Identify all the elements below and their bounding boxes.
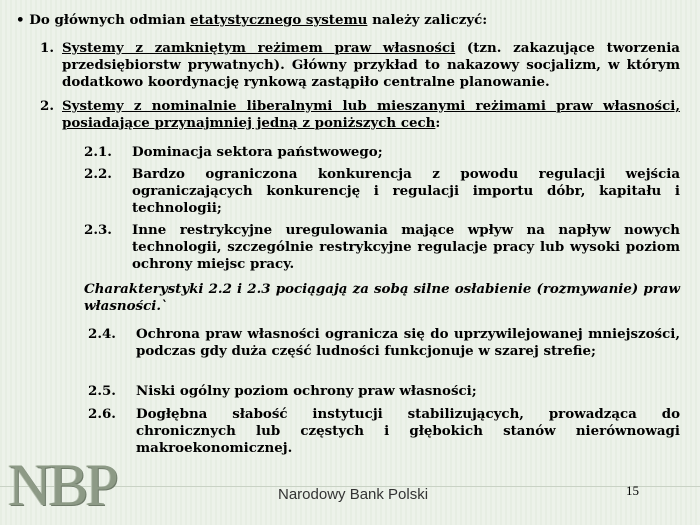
bank-name: Narodowy Bank Polski	[278, 486, 429, 503]
subitem-2-3	[84, 222, 680, 273]
item-heading: Systemy z zamkniętym reżimem praw własności	[62, 40, 456, 56]
subitem-text: Bardzo ograniczona konkurencja z powodu regulacji wejścia ograniczających konkurencję i regulacji importu dóbr, kapitału i technologii;	[132, 166, 680, 216]
subitem-number: 2.4.	[88, 326, 116, 342]
item-number: 1.	[40, 40, 54, 56]
subitem-2-5	[88, 383, 680, 400]
subitem-2-2	[84, 166, 680, 217]
bullet: •	[16, 12, 25, 28]
subitem-2-6	[88, 406, 680, 457]
page-number: 15	[626, 483, 639, 498]
list-item-2	[40, 98, 680, 132]
subitem-text: Niski ogólny poziom ochrony praw własności;	[136, 383, 477, 399]
subitem-number: 2.5.	[88, 383, 116, 399]
italic-note: Charakterystyki 2.2 i 2.3 pociągają za sobą silne osłabienie (rozmywanie) praw własności.`	[84, 281, 680, 314]
item-text: (tzn. zakazujące tworzenia przedsiębiorstw prywatnych). Główny przykład to nakazowy socjalizm, w którym dodatkowo koordynację rynkową zastąpiło centralne planowanie.	[62, 40, 680, 90]
subitem-number: 2.6.	[88, 406, 116, 422]
item-number: 2.	[40, 98, 54, 114]
intro-underlined: etatystycznego systemu	[190, 12, 368, 28]
subitem-text: Inne restrykcyjne uregulowania mające wpływ na napływ nowych technologii, szczególnie restrykcyjne regulacje pracy lub wysoki poziom ochrony miejsc pracy.	[132, 222, 680, 272]
intro-line	[16, 12, 686, 29]
subitem-2-1	[84, 144, 680, 161]
subitem-text: Ochrona praw własności ogranicza się do uprzywilejowanej mniejszości, podczas gdy duża część ludności funkcjonuje w szarej strefie;	[136, 326, 680, 359]
item-text: :	[435, 115, 441, 131]
subitem-number: 2.1.	[84, 144, 112, 160]
subitem-number: 2.2.	[84, 166, 112, 182]
item-heading: Systemy z nominalnie liberalnymi lub mieszanymi reżimami praw własności, posiadające przynajmniej jedną z poniższych cech	[62, 98, 680, 131]
intro-post: należy zaliczyć:	[367, 12, 488, 28]
subitem-text: Dominacja sektora państwowego;	[132, 144, 383, 160]
intro-pre: Do głównych odmian	[29, 12, 191, 28]
nbp-logo: NBP	[8, 452, 116, 518]
list-item-1	[40, 40, 680, 91]
subitem-text: Dogłębna słabość instytucji stabilizujących, prowadząca do chronicznych lub częstych i głębokich stanów nierównowagi makroekonomicznej.	[136, 406, 680, 456]
subitem-2-4	[88, 326, 680, 360]
subitem-number: 2.3.	[84, 222, 112, 238]
